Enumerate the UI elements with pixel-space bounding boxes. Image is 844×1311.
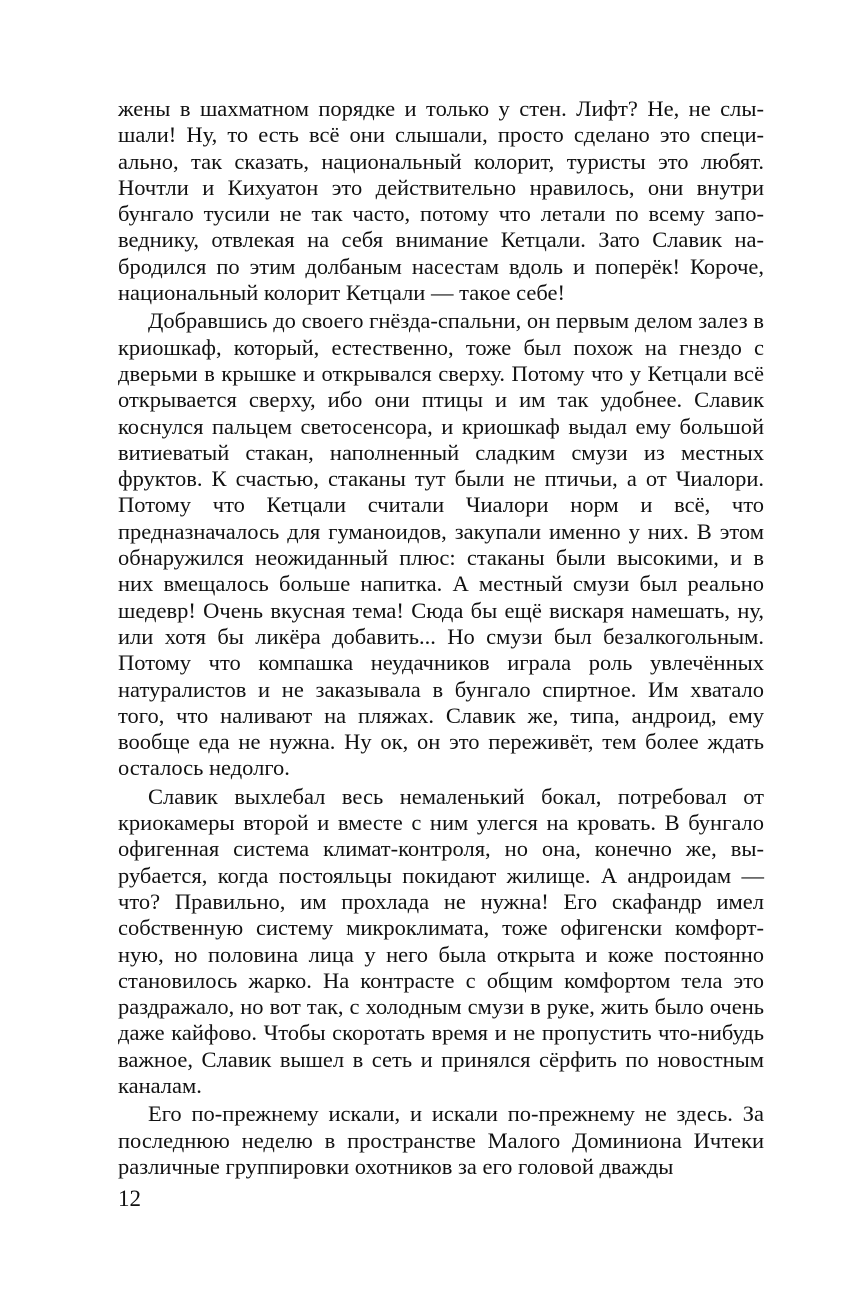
paragraph-continued: жены в шахматном порядке и только у стен. Лифт? Не, не слышали! Ну, то есть всё они слышали, просто сделано это специально, так сказать, национальный колорит, туристы это любят. Ночтли и Кихуатон это действительно нравилось, они внутри бунгало тусили не так часто, потому что летали по всему заповеднику, отвлекая на себя внимание Кетцали. Зато Славик набродился по этим долбаным насестам вдоль и поперёк! Короче, национальный колорит Кетцали — такое себе! bbox=[118, 96, 764, 306]
page-body bbox=[118, 96, 764, 1180]
paragraph-smoothie: Добравшись до своего гнёзда-спальни, он первым делом залез в криошкаф, который, естественно, тоже был похож на гнездо с дверьми в крышке и открывался сверху. Потому что у Кетцали всё открывается сверху, ибо они птицы и им так удобнее. Славик коснулся пальцем светосенсора, и криошкаф выдал ему большой витиеватый стакан, наполненный сладким смузи из местных фруктов. К счастью, стаканы тут были не птичьи, а от Чиалори. Потому что Кетцали считали Чиалори норм и всё, что предназначалось для гуманоидов, закупали именно у них. В этом обнаружился неожиданный плюс: стаканы были высокими, и в них вмещалось больше напитка. А местный смузи был реально шедевр! Очень вкусная тема! Сюда бы ещё вискаря намешать, ну, или хотя бы ликёра добавить... Но смузи был безалкогольным. Потому что компашка неудачников играла роль увлечённых натуралистов и не заказывала в бунгало спиртное. Им хватало того, что наливают на пляжах. Славик же, типа, андроид, ему вообще еда не нужна. Ну ок, он это переживёт, тем более ждать осталось недолго. bbox=[118, 308, 764, 781]
page-number: 12 bbox=[118, 1186, 141, 1211]
paragraph-climate: Славик выхлебал весь немаленький бокал, потребовал от криокамеры второй и вместе с ним улегся на кровать. В бунгало офигенная система климат-контроля, но она, конечно же, вырубается, когда постояльцы покидают жилище. А андроидам — что? Правильно, им прохлада не нужна! Его скафандр имел собственную систему микроклимата, тоже офигенски комфортную, но половина лица у него была открыта и коже постоянно становилось жарко. На контрасте с общим комфортом тела это раздражало, но вот так, с холодным смузи в руке, жить было очень даже кайфово. Чтобы скоротать время и не пропустить что-нибудь важное, Славик вышел в сеть и принялся сёрфить по новостным каналам. bbox=[118, 783, 764, 1098]
paragraph-search: Его по-прежнему искали, и искали по-прежнему не здесь. За последнюю неделю в пространстве Малого Доминиона Ичтеки различные группировки охотников за его головой дважды bbox=[118, 1101, 764, 1179]
